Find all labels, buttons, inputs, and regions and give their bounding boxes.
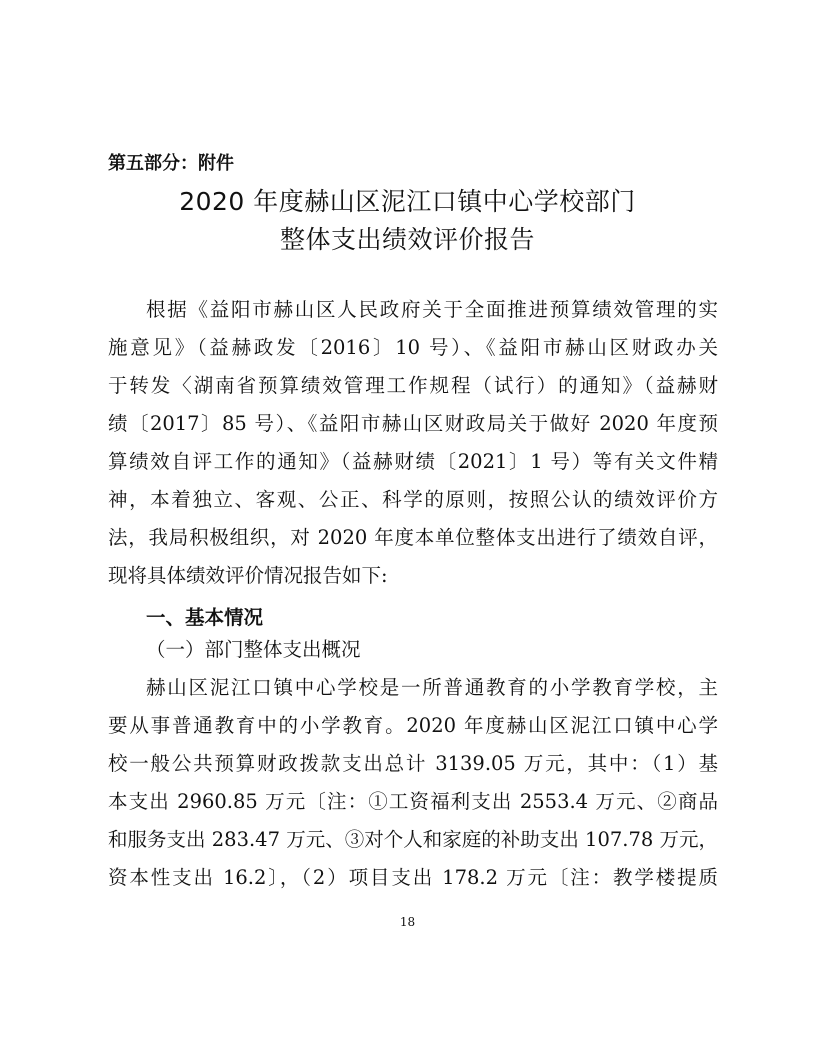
- paragraph-line: 本支出 2960.85 万元〔注：①工资福利支出 2553.4 万元、②商品: [108, 790, 718, 813]
- report-title-line-1: 2020 年度赫山区泥江口镇中心学校部门: [179, 187, 636, 216]
- paragraph-line: 赫山区泥江口镇中心学校是一所普通教育的小学教育学校，主: [146, 676, 718, 699]
- paragraph-line: 神，本着独立、客观、公正、科学的原则，按照公认的绩效评价方: [108, 488, 718, 511]
- paragraph-line: 要从事普通教育中的小学教育。2020 年度赫山区泥江口镇中心学: [108, 714, 718, 737]
- paragraph-line: 于转发〈湖南省预算绩效管理工作规程（试行）的通知》（益赫财: [108, 374, 718, 397]
- page-number: 18: [399, 915, 416, 929]
- paragraph-line: 根据《益阳市赫山区人民政府关于全面推进预算绩效管理的实: [146, 298, 718, 321]
- paragraph-line: 绩〔2017〕85 号）、《益阳市赫山区财政局关于做好 2020 年度预: [108, 412, 718, 435]
- report-title-line-2: 整体支出绩效评价报告: [279, 225, 535, 254]
- paragraph-line: 现将具体绩效评价情况报告如下:: [108, 564, 388, 587]
- section-heading: 一、基本情况: [146, 606, 264, 629]
- paragraph-line: 算绩效自评工作的通知》（益赫财绩〔2021〕1 号）等有关文件精: [108, 450, 718, 473]
- paragraph-line: 资本性支出 16.2〕，（2）项目支出 178.2 万元〔注：教学楼提质: [108, 866, 718, 889]
- section-label: 第五部分：附件: [108, 153, 234, 174]
- paragraph-line: 法，我局积极组织，对 2020 年度本单位整体支出进行了绩效自评，: [108, 526, 718, 549]
- subsection-heading: （一）部门整体支出概况: [146, 638, 361, 661]
- paragraph-line: 施意见》（益赫政发〔2016〕10 号）、《益阳市赫山区财政办关: [108, 336, 718, 359]
- paragraph-line: 和服务支出 283.47 万元、③对个人和家庭的补助支出 107.78 万元，: [108, 828, 718, 851]
- paragraph-line: 校一般公共预算财政拨款支出总计 3139.05 万元，其中：（1）基: [108, 752, 718, 775]
